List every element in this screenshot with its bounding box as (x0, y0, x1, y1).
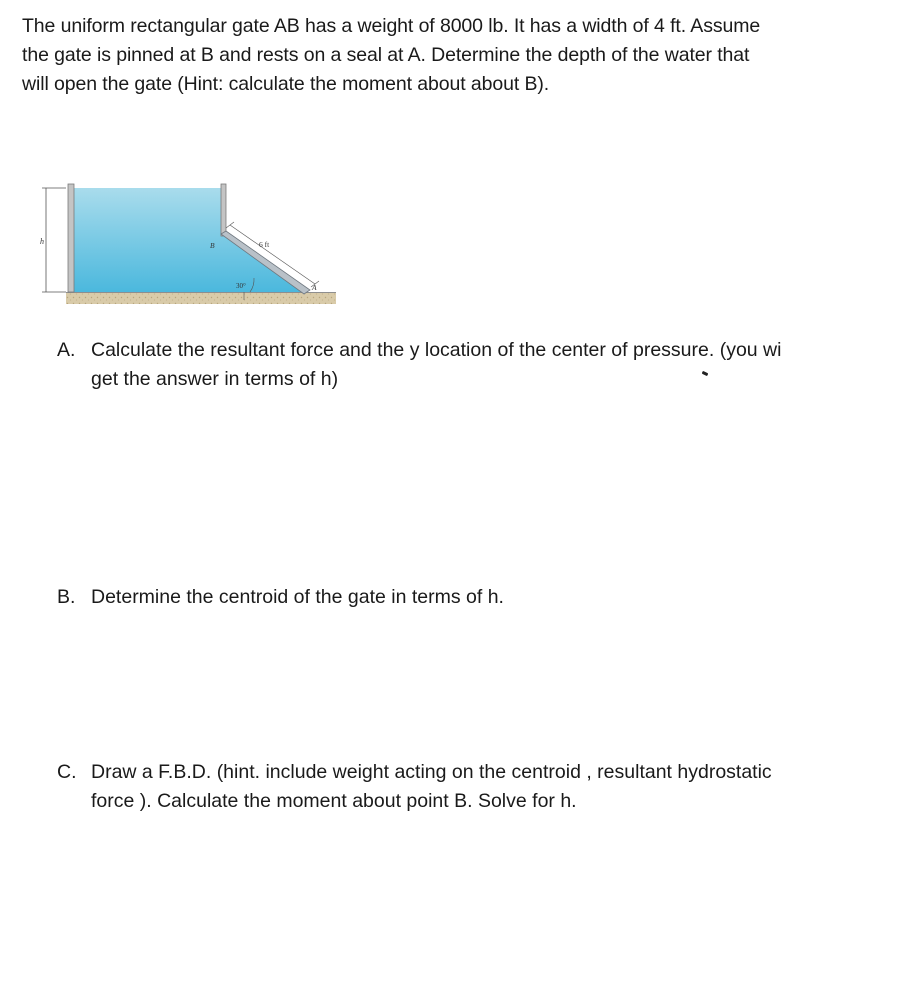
question-c-line-1: Draw a F.B.D. (hint. include weight acting on the centroid , resultant hydrostatic (91, 761, 772, 783)
question-a-label: A. (57, 339, 76, 361)
problem-line-3: will open the gate (Hint: calculate the moment about about B). (22, 73, 550, 95)
question-b-line-1: Determine the centroid of the gate in terms of h. (91, 586, 504, 608)
problem-statement (22, 12, 902, 99)
question-c-label: C. (57, 761, 77, 783)
question-c-line-2: force ). Calculate the moment about point B. Solve for h. (91, 790, 577, 812)
problem-line-1: The uniform rectangular gate AB has a weight of 8000 lb. It has a width of 4 ft. Assume (22, 15, 761, 37)
question-a-line-1: Calculate the resultant force and the y location of the center of pressure. (you wi (91, 339, 782, 361)
question-a (57, 336, 781, 394)
gate-diagram (36, 182, 336, 314)
ground (66, 292, 336, 304)
angle-label: 30° (236, 282, 246, 290)
left-wall (68, 184, 74, 292)
question-b-label: B. (57, 586, 76, 608)
question-c (57, 758, 772, 816)
point-b-label: B (210, 241, 215, 250)
point-a-label: A (312, 283, 317, 292)
water (74, 188, 304, 292)
depth-label: h (40, 237, 44, 246)
question-b (57, 583, 504, 612)
gate-length-label: 6 ft (259, 240, 270, 249)
question-a-line-2: get the answer in terms of h) (91, 368, 339, 390)
right-wall (221, 184, 226, 236)
problem-line-2: the gate is pinned at B and rests on a seal at A. Determine the depth of the water that (22, 44, 750, 66)
gate-figure (36, 182, 336, 314)
